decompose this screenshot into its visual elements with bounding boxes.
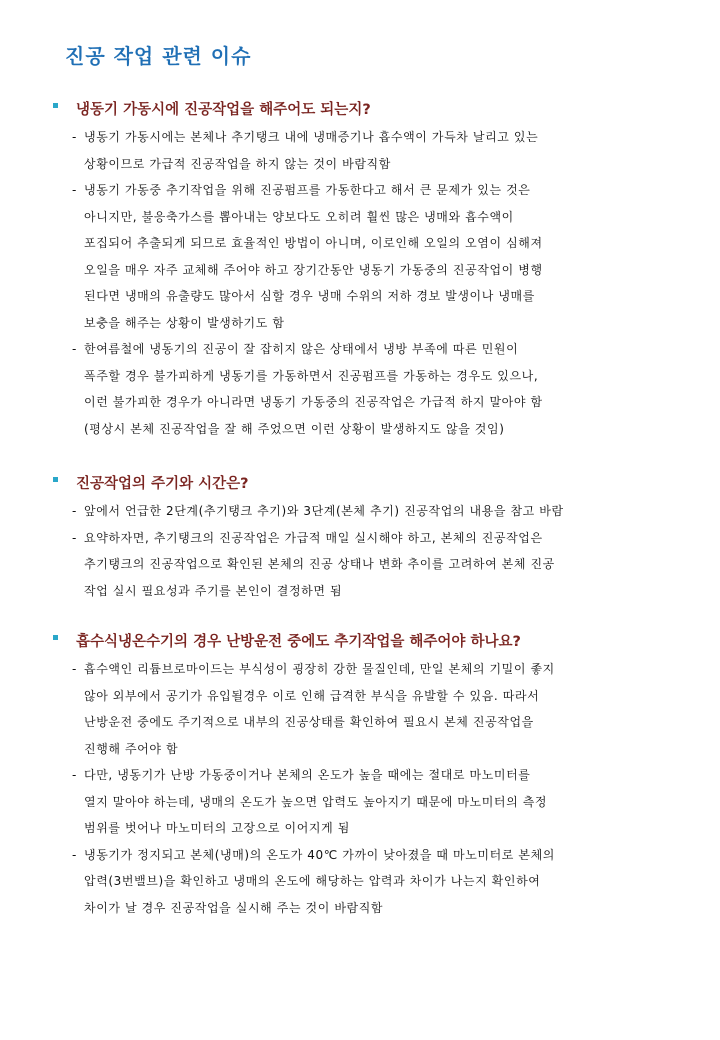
list-item — [72, 656, 674, 762]
question-heading: 흡수식냉온수기의 경우 난방운전 중에도 추기작업을 해주어야 하나요? — [76, 634, 521, 650]
item-text-line: 냉동기 가동중 추기작업을 위해 진공펌프를 가동한다고 해서 큰 문제가 있는 것은 — [84, 183, 531, 197]
list-item — [72, 498, 674, 525]
item-text-line: 포집되어 추출되게 되므로 효율적인 방법이 아니며, 이로인해 오일의 오염이 심해져 — [84, 236, 543, 250]
question-heading: 진공작업의 주기와 시간은? — [76, 476, 249, 492]
dash-bullet-icon: - — [72, 504, 77, 518]
item-text-line: 폭주할 경우 불가피하게 냉동기를 가동하면서 진공펌프를 가동하는 경우도 있으나, — [84, 368, 539, 383]
dash-bullet-icon: - — [72, 768, 77, 782]
list-item — [72, 336, 674, 442]
item-text-line: 흡수액인 리튬브로마이드는 부식성이 굉장히 강한 물질인데, 만일 본체의 기밀이 좋지 — [84, 662, 555, 676]
square-bullet-icon — [53, 103, 58, 108]
dash-bullet-icon: - — [72, 847, 77, 862]
item-text-line: 범위를 벗어나 마노미터의 고장으로 이어지게 됨 — [84, 821, 350, 835]
page-title: 진공 작업 관련 이슈 — [65, 44, 252, 68]
item-text-line: 보충을 해주는 상황이 발생하기도 함 — [84, 315, 285, 330]
item-text-line: 이런 불가피한 경우가 아니라면 냉동기 가동중의 진공작업은 가급적 하지 말아야 함 — [84, 395, 543, 409]
square-bullet-icon — [53, 635, 58, 640]
list-item — [72, 177, 674, 336]
list-item — [72, 124, 674, 177]
dash-bullet-icon: - — [72, 130, 77, 144]
item-text-line: 압력(3번밸브)을 확인하고 냉매의 온도에 해당하는 압력과 차이가 나는지 확인하여 — [84, 874, 541, 888]
section-question — [0, 472, 720, 498]
item-text-line: 추기탱크의 진공작업으로 확인된 본체의 진공 상태나 변화 추이를 고려하여 본체 진공 — [84, 557, 555, 571]
section-2 — [0, 472, 720, 604]
item-text-line: 된다면 냉매의 유출량도 많아서 심할 경우 냉매 수위의 저하 경보 발생이나 냉매를 — [84, 289, 535, 303]
question-heading: 냉동기 가동시에 진공작업을 해주어도 되는지? — [76, 102, 371, 118]
list-item — [72, 842, 674, 922]
list-item — [72, 525, 674, 605]
section-question — [0, 630, 720, 656]
dash-bullet-icon: - — [72, 342, 77, 356]
item-text-line: 진행해 주어야 함 — [84, 741, 179, 756]
item-text-line: 난방운전 중에도 주기적으로 내부의 진공상태를 확인하여 필요시 본체 진공작업을 — [84, 715, 534, 729]
item-text-line: 열지 말아야 하는데, 냉매의 온도가 높으면 압력도 높아지기 때문에 마노미터의 측정 — [84, 794, 548, 809]
item-text-line: 앞에서 언급한 2단계(추기탱크 추기)와 3단계(본체 추기) 진공작업의 내용을 참고 바람 — [84, 504, 564, 518]
item-text-line: 오일을 매우 자주 교체해 주어야 하고 장기간동안 냉동기 가동중의 진공작업이 병행 — [84, 262, 543, 277]
item-text-line: 작업 실시 필요성과 주기를 본인이 결정하면 됨 — [84, 583, 343, 598]
item-text-line: 다만, 냉동기가 난방 가동중이거나 본체의 온도가 높을 때에는 절대로 마노미터를 — [84, 768, 531, 782]
item-text-line: 상황이므로 가급적 진공작업을 하지 않는 것이 바람직함 — [84, 156, 391, 171]
list-item — [72, 762, 674, 842]
item-text-line: 차이가 날 경우 진공작업을 실시해 주는 것이 바람직함 — [84, 900, 384, 915]
item-text-line: 냉동기가 정지되고 본체(냉매)의 온도가 40℃ 가까이 낮아졌을 때 마노미터로 본체의 — [84, 847, 555, 862]
item-text-line: (평상시 본체 진공작업을 잘 해 주었으면 이런 상황이 발생하지도 않을 것임) — [84, 421, 505, 436]
square-bullet-icon — [53, 477, 58, 482]
item-text-line: 않아 외부에서 공기가 유입될경우 이로 인해 급격한 부식을 유발할 수 있음. 따라서 — [84, 688, 540, 703]
item-text-line: 냉동기 가동시에는 본체나 추기탱크 내에 냉매증기나 흡수액이 가득차 날리고 있는 — [84, 130, 539, 144]
section-question — [0, 98, 720, 124]
dash-bullet-icon: - — [72, 183, 77, 197]
section-1 — [0, 98, 720, 442]
item-text-line: 한여름철에 냉동기의 진공이 잘 잡히지 않은 상태에서 냉방 부족에 따른 민원이 — [84, 342, 519, 356]
dash-bullet-icon: - — [72, 530, 77, 545]
item-text-line: 아니지만, 불응축가스를 뽑아내는 양보다도 오히려 훨씬 많은 냉매와 흡수액이 — [84, 209, 514, 224]
dash-bullet-icon: - — [72, 662, 77, 676]
item-text-line: 요약하자면, 추기탱크의 진공작업은 가급적 매일 실시해야 하고, 본체의 진공작업은 — [84, 530, 543, 545]
section-3 — [0, 630, 720, 921]
